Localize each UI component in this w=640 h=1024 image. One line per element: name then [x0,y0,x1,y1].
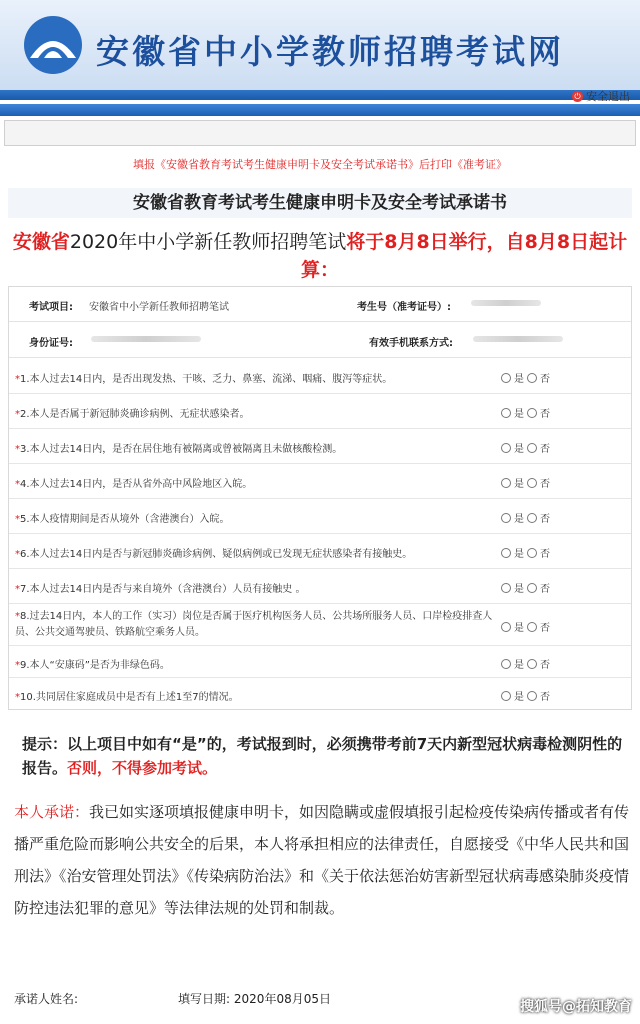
exam-line-part2: 2020年中小学新任教师招聘笔试 [69,231,347,253]
logo-icon [22,14,84,76]
exam-item-label: 考试项目: [29,302,73,313]
logout-link[interactable] [572,88,630,104]
radio-no[interactable] [527,691,537,701]
card-title: 安徽省教育考试考生健康申明卡及安全考试承诺书 [8,188,632,218]
exam-announcement [10,228,630,284]
signer-name-label: 承诺人姓名: [14,992,79,1006]
site-title: 安徽省中小学教师招聘考试网 [96,32,564,71]
exam-item-value: 安徽省中小学新任教师招聘笔试 [89,302,229,313]
signature-row [14,990,331,1007]
question-text: *10.共同居住家庭成员中是否有上述1至7的情况。 [15,692,239,703]
phone-value [473,336,563,342]
question-text: *4.本人过去14日内，是否从省外高中风险地区入皖。 [15,479,253,490]
question-row: *4.本人过去14日内，是否从省外高中风险地区入皖。 是 否 [9,464,631,499]
promise-text [14,796,630,924]
radio-yes[interactable] [501,478,511,488]
notice-text: 填报《安徽省教育考试考生健康申明卡及安全考试承诺书》后打印《准考证》 [133,158,507,171]
radio-yes[interactable] [501,548,511,558]
question-row: *3.本人过去14日内，是否在居住地有被隔离或曾被隔离且未做核酸检测。 是 否 [9,429,631,464]
logout-label: 安全退出 [586,90,630,103]
question-text: *5.本人疫情期间是否从境外（含港澳台）入皖。 [15,514,230,525]
question-text: *3.本人过去14日内，是否在居住地有被隔离或曾被隔离且未做核酸检测。 [15,444,343,455]
question-row: *5.本人疫情期间是否从境外（含港澳台）入皖。 是 否 [9,499,631,534]
question-text: *8.过去14日内，本人的工作（实习）岗位是否属于医疗机构医务人员、公共场所服务人员、口岸检疫排查人员、公共交通驾驶员、铁路航空乘务人员。 [15,611,493,638]
radio-yes[interactable] [501,622,511,632]
question-row: *8.过去14日内，本人的工作（实习）岗位是否属于医疗机构医务人员、公共场所服务人员、口岸检疫排查人员、公共交通驾驶员、铁路航空乘务人员。 是 否 [9,604,631,646]
id-label: 身份证号: [29,338,73,349]
question-text: *9.本人“安康码”是否为非绿色码。 [15,660,170,671]
tip-main: 提示：以上项目中如有“是”的，考试报到时，必须携带考前7天内新型冠状病毒检测阴性的报告。 [22,735,623,777]
address-bar[interactable] [4,120,636,146]
watermark: 搜狐号@拓知教育 [520,999,632,1015]
candidate-no-label: 考生号（准考证号）: [357,302,451,313]
radio-no[interactable] [527,659,537,669]
tip-text [22,732,626,780]
id-value [91,336,201,342]
question-row: *7.本人过去14日内是否与来自境外（含港澳台）人员有接触史 。 是 否 [9,569,631,604]
radio-no[interactable] [527,513,537,523]
radio-no[interactable] [527,373,537,383]
form-row-id [9,323,631,358]
fill-date: 填写日期: 2020年08月05日 [178,992,331,1006]
radio-no[interactable] [527,548,537,558]
exam-line-part3: 将于8月8日举行，自8月8日起计算： [300,231,628,281]
radio-no[interactable] [527,478,537,488]
question-row: *9.本人“安康码”是否为非绿色码。 是 否 [9,646,631,678]
radio-no[interactable] [527,408,537,418]
phone-label: 有效手机联系方式: [369,338,453,349]
site-header [0,0,640,100]
logout-icon: ⏻ [572,91,583,102]
radio-yes[interactable] [501,583,511,593]
tip-warning: 否则，不得参加考试。 [67,759,218,777]
question-text: *7.本人过去14日内是否与来自境外（含港澳台）人员有接触史 。 [15,584,306,595]
question-row: *10.共同居住家庭成员中是否有上述1至7的情况。 是 否 [9,678,631,709]
radio-yes[interactable] [501,408,511,418]
radio-yes[interactable] [501,691,511,701]
radio-yes[interactable] [501,659,511,669]
radio-yes[interactable] [501,513,511,523]
question-text: *2.本人是否属于新冠肺炎确诊病例、无症状感染者。 [15,409,250,420]
question-text: *6.本人过去14日内是否与新冠肺炎确诊病例、疑似病例或已发现无症状感染者有接触史。 [15,549,413,560]
radio-no[interactable] [527,622,537,632]
exam-line-part1: 安徽省 [12,231,70,253]
top-band [0,104,640,116]
question-row: *2.本人是否属于新冠肺炎确诊病例、无症状感染者。 是 否 [9,394,631,429]
radio-no[interactable] [527,583,537,593]
radio-yes[interactable] [501,443,511,453]
radio-no[interactable] [527,443,537,453]
form-row-exam [9,287,631,322]
promise-body: 我已如实逐项填报健康申明卡，如因隐瞒或虚假填报引起检疫传染病传播或者有传播严重危险而影响公共安全的后果，本人将承担相应的法律责任，自愿接受《中华人民共和国刑法》《治安管理处罚法》《传染病防治法》和《关于依法惩治妨害新型冠状病毒感染肺炎疫情防控违法犯罪的意见》等法律法规的处罚和制裁。 [14,803,630,917]
question-row: *6.本人过去14日内是否与新冠肺炎确诊病例、疑似病例或已发现无症状感染者有接触史。 是 否 [9,534,631,569]
health-form [8,286,632,710]
radio-yes[interactable] [501,373,511,383]
candidate-no-value [471,300,541,306]
question-row: *1.本人过去14日内，是否出现发热、干咳、乏力、鼻塞、流涕、咽痛、腹泻等症状。 是 否 [9,359,631,394]
question-text: *1.本人过去14日内，是否出现发热、干咳、乏力、鼻塞、流涕、咽痛、腹泻等症状。 [15,374,393,385]
promise-label: 本人承诺： [14,803,90,821]
